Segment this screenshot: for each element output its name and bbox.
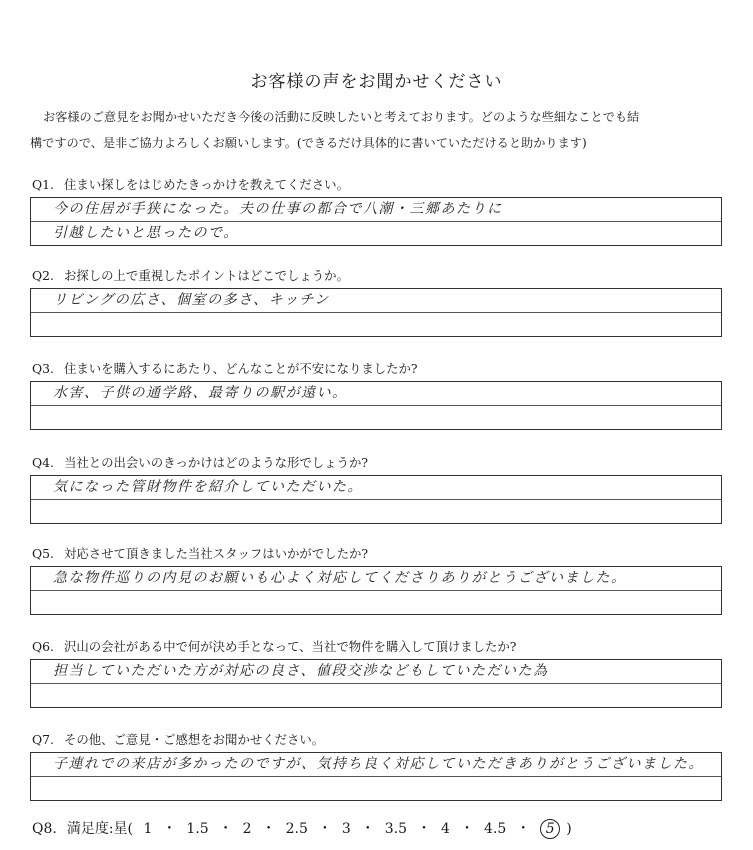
question-8-rating (32, 818, 572, 839)
answer-line (31, 777, 721, 800)
question-number: Q7. (32, 732, 54, 747)
answer-box (30, 475, 722, 524)
question-text: お探しの上で重視したポイントはどこでしょうか。 (63, 268, 349, 283)
rating-separator: ・ (261, 821, 276, 837)
intro-text (30, 104, 730, 156)
question-number: Q8. (32, 821, 57, 837)
question-text: 沢山の会社がある中で何が決め手となって、当社で物件を購入して頂けましたか? (63, 639, 517, 654)
question-1 (30, 176, 740, 246)
rating-option[interactable]: 2 (242, 821, 252, 837)
answer-line: リビングの広さ、個室の多さ、キッチン (31, 289, 721, 313)
answer-line: 水害、子供の通学路、最寄りの駅が遠い。 (31, 382, 721, 406)
rating-separator: ・ (459, 821, 474, 837)
answer-box (30, 381, 722, 430)
question-text: その他、ご意見・ご感想をお聞かせください。 (63, 732, 325, 747)
question-text: 住まい探しをはじめたきっかけを教えてください。 (63, 177, 349, 192)
answer-box (30, 566, 722, 615)
rating-separator: ・ (162, 821, 177, 837)
answer-line (31, 313, 721, 336)
question-3-label (32, 360, 740, 378)
answer-line (31, 406, 721, 429)
rating-option[interactable]: 1 (143, 821, 153, 837)
question-4-label (32, 454, 740, 472)
answer-line: 急な物件巡りの内見のお願いも心よく対応してくださりありがとうございました。 (31, 567, 721, 591)
question-number: Q6. (32, 639, 54, 654)
answer-box (30, 197, 722, 246)
answer-line: 引越したいと思ったので。 (53, 225, 239, 241)
question-number: Q4. (32, 455, 54, 470)
rating-close: ) (566, 821, 572, 837)
answer-line: 今の住居が手狭になった。夫の仕事の都合で八潮・三郷あたりに (31, 198, 721, 222)
rating-option[interactable]: 4.5 (483, 821, 507, 837)
question-6 (30, 638, 740, 708)
page-title: お客様の声をお聞かせください (250, 72, 503, 92)
answer-line (31, 500, 721, 523)
question-text: 対応させて頂きました当社スタッフはいかがでしたか? (63, 546, 369, 561)
question-number: Q3. (32, 361, 54, 376)
answer-box (30, 752, 722, 801)
question-number: Q2. (32, 268, 54, 283)
selected-circle: 5 (540, 819, 560, 839)
rating-options (137, 821, 566, 837)
question-2-label (32, 267, 740, 285)
question-1-label (32, 176, 740, 194)
question-2 (30, 267, 740, 337)
rating-option[interactable]: 3.5 (384, 821, 408, 837)
question-number: Q5. (32, 546, 54, 561)
question-7-label (32, 731, 740, 749)
question-5-label (32, 545, 740, 563)
intro-line-2: 構ですので、是非ご協力よろしくお願いします。(できるだけ具体的に書いていただけると助かります) (30, 136, 587, 150)
answer-line: 子連れでの来店が多かったのですが、気持ち良く対応していただきありがとうございました。 (31, 753, 721, 777)
answer-line (31, 591, 721, 614)
answer-line: 気になった管財物件を紹介していただいた。 (31, 476, 721, 500)
rating-separator: ・ (516, 821, 531, 837)
rating-label: 満足度:星( (66, 821, 134, 837)
question-4 (30, 454, 740, 524)
answer-line: 担当していただいた方が対応の良さ、値段交渉などもしていただいた為 (31, 660, 721, 684)
rating-option-selected[interactable] (534, 819, 566, 839)
intro-line-1: お客様のご意見をお聞かせいただき今後の活動に反映したいと考えております。どのような些細なことでも結 (43, 110, 640, 124)
rating-separator: ・ (417, 821, 432, 837)
rating-separator: ・ (218, 821, 233, 837)
rating-separator: ・ (317, 821, 332, 837)
question-3 (30, 360, 740, 430)
rating-option[interactable]: 1.5 (186, 821, 209, 837)
answer-box (30, 288, 722, 337)
rating-option[interactable]: 2.5 (285, 821, 308, 837)
rating-separator: ・ (360, 821, 375, 837)
answer-line (31, 684, 721, 707)
question-number: Q1. (32, 177, 54, 192)
question-5 (30, 545, 740, 615)
answer-box (30, 659, 722, 708)
question-6-label (32, 638, 740, 656)
question-text: 当社との出会いのきっかけはどのような形でしょうか? (63, 455, 369, 470)
question-text: 住まいを購入するにあたり、どんなことが不安になりましたか? (63, 361, 418, 376)
rating-option[interactable]: 3 (341, 821, 351, 837)
question-7 (30, 731, 740, 801)
rating-option[interactable]: 4 (441, 821, 450, 837)
